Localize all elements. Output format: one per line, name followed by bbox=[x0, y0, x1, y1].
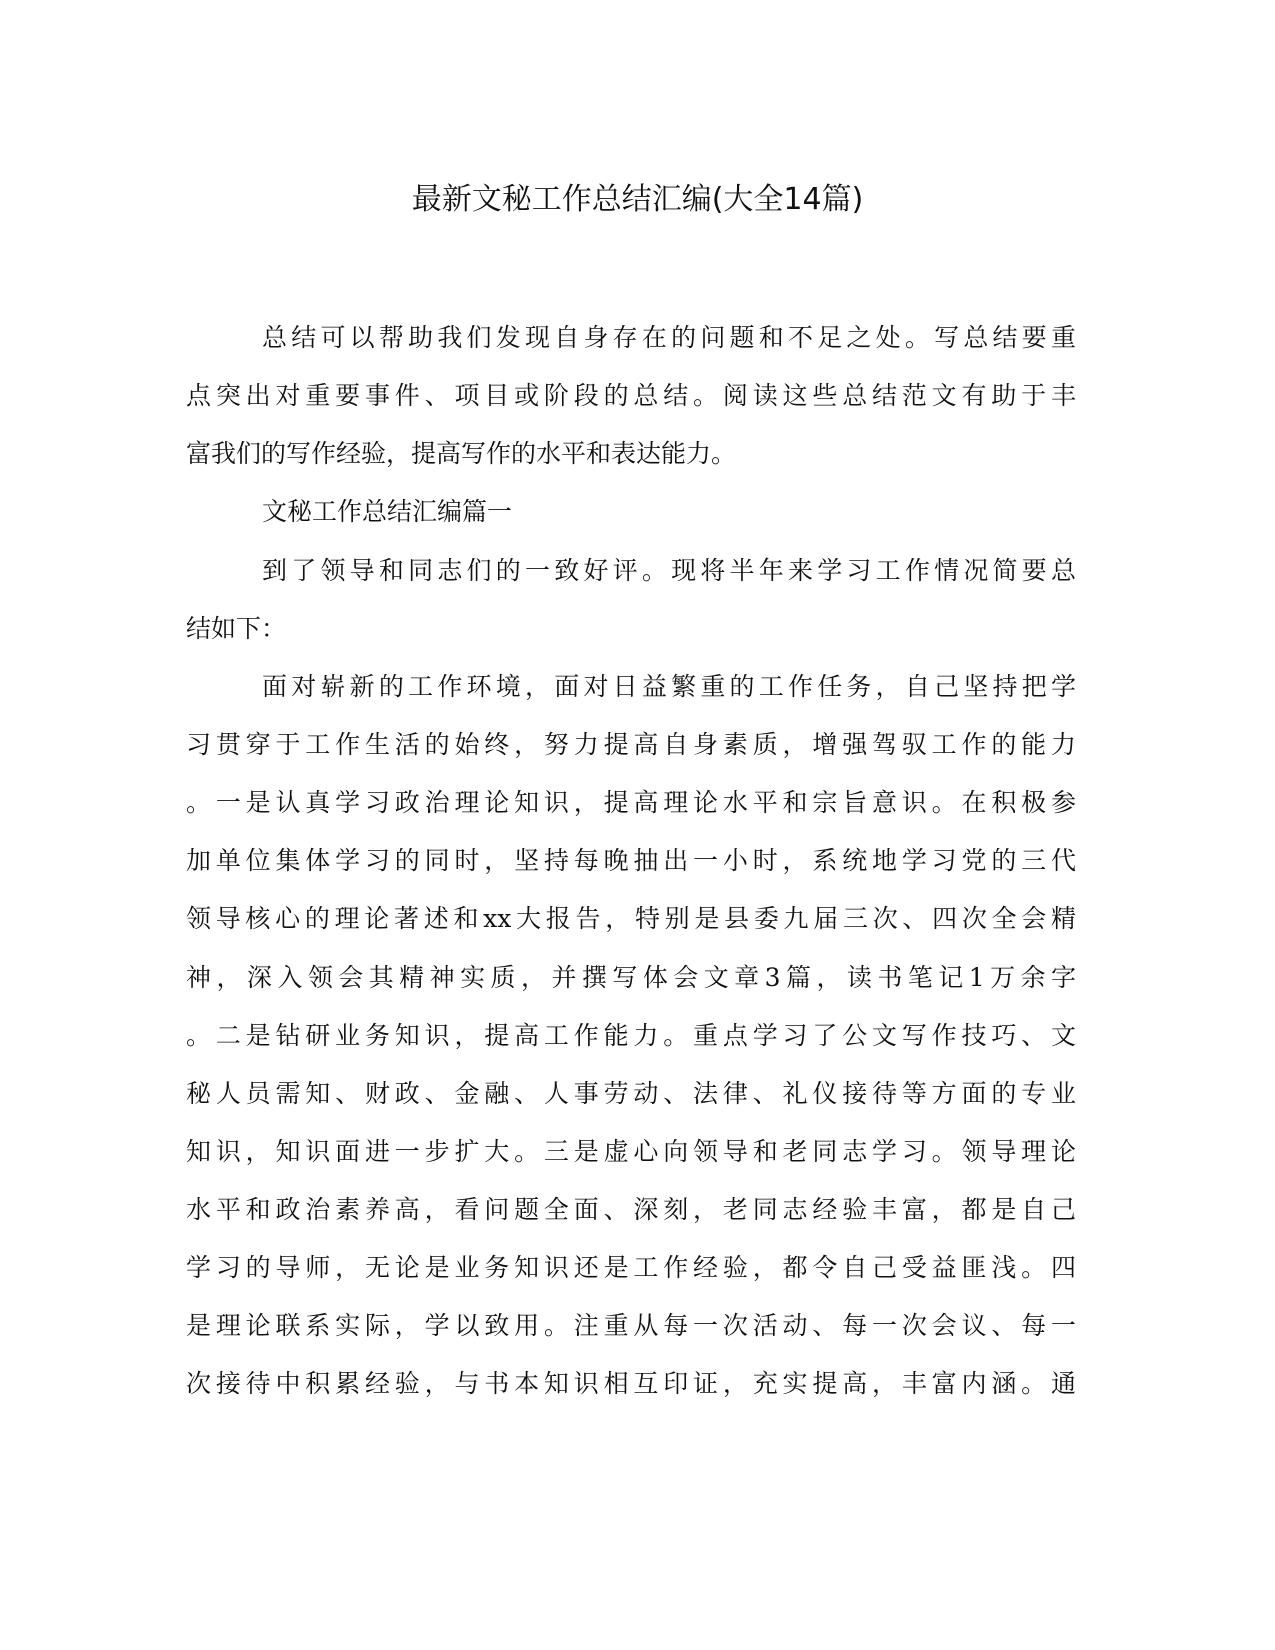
paragraph-line: 。一是认真学习政治理论知识，提高理论水平和宗旨意识。在积极参 bbox=[186, 788, 1076, 817]
paragraph-line: 。二是钻研业务知识，提高工作能力。重点学习了公文写作技巧、文 bbox=[186, 1021, 1076, 1050]
paragraph-line: 习贯穿于工作生活的始终，努力提高自身素质，增强驾驭工作的能力 bbox=[186, 730, 1076, 759]
paragraph-line: 总结可以帮助我们发现自身存在的问题和不足之处。写总结要重 bbox=[262, 323, 1076, 352]
paragraph-line: 知识，知识面进一步扩大。三是虚心向领导和老同志学习。领导理论 bbox=[186, 1137, 1076, 1166]
paragraph-line: 水平和政治素养高，看问题全面、深刻，老同志经验丰富，都是自己 bbox=[186, 1195, 1076, 1224]
paragraph-line: 领导核心的理论著述和xx大报告，特别是县委九届三次、四次全会精 bbox=[186, 904, 1076, 933]
paragraph-line: 神，深入领会其精神实质，并撰写体会文章3篇，读书笔记1万余字 bbox=[186, 963, 1076, 992]
paragraph-line: 是理论联系实际，学以致用。注重从每一次活动、每一次会议、每一 bbox=[186, 1311, 1076, 1340]
paragraph-line: 富我们的写作经验，提高写作的水平和表达能力。 bbox=[186, 439, 737, 468]
paragraph-line: 学习的导师，无论是业务知识还是工作经验，都令自己受益匪浅。四 bbox=[186, 1253, 1076, 1282]
paragraph-line: 点突出对重要事件、项目或阶段的总结。阅读这些总结范文有助于丰 bbox=[186, 381, 1076, 410]
paragraph-line: 加单位集体学习的同时，坚持每晚抽出一小时，系统地学习党的三代 bbox=[186, 846, 1076, 875]
paragraph-line: 次接待中积累经验，与书本知识相互印证，充实提高，丰富内涵。通 bbox=[186, 1369, 1076, 1398]
document-title: 最新文秘工作总结汇编(大全14篇) bbox=[411, 182, 864, 217]
paragraph-line: 秘人员需知、财政、金融、人事劳动、法律、礼仪接待等方面的专业 bbox=[186, 1079, 1076, 1108]
paragraph-line: 结如下： bbox=[186, 614, 287, 643]
paragraph-line: 到了领导和同志们的一致好评。现将半年来学习工作情况简要总 bbox=[262, 556, 1076, 585]
section-heading: 文秘工作总结汇编篇一 bbox=[262, 497, 513, 526]
paragraph-line: 面对崭新的工作环境，面对日益繁重的工作任务，自己坚持把学 bbox=[262, 672, 1076, 701]
